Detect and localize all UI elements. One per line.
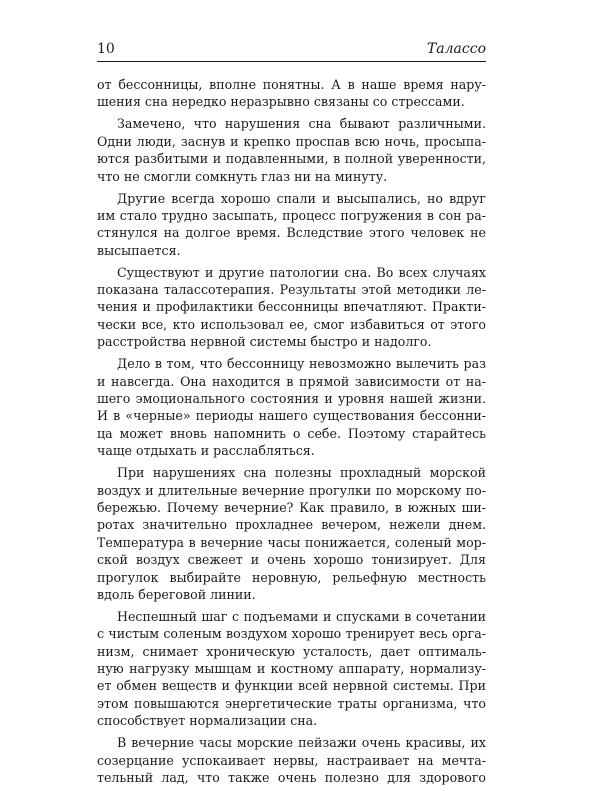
text-line: высыпается. [97,242,181,258]
text-line: стянулся на долгое время. Вследствие этого человек не [97,225,486,241]
text-line: показана талассотерапия. Результаты этой методики ле- [97,282,486,298]
text-line: И в «черные» периоды нашего существования бессонни- [97,408,486,424]
body-text [97,76,486,791]
paragraph [97,734,486,786]
text-line: низм, снимает хроническую усталость, дает оптималь- [97,643,486,659]
text-line: созерцание успокаивает нервы, настраивает на мечта- [97,752,486,768]
paragraph [97,264,486,351]
paragraph [97,464,486,603]
paragraph [97,115,486,185]
text-line: В вечерние часы морские пейзажи очень красивы, их [117,735,486,751]
text-line: им стало трудно засыпать, процесс погружения в сон ра- [97,207,486,223]
text-line: чески все, кто использовал ее, смог избавиться от этого [97,316,486,332]
text-line: При нарушениях сна полезны прохладный морской [117,465,486,481]
page-number: 10 [97,41,115,57]
page-header [97,40,486,58]
text-line: Неспешный шаг с подъемами и спусками в сочетании [117,608,486,624]
text-line: шения сна нередко неразрывно связаны со стрессами. [97,94,465,110]
text-line: чения и профилактики бессонницы впечатляют. Практи- [97,299,486,315]
running-title: Талассо [426,41,486,57]
text-line: тельный лад, что также очень полезно для здорового [97,770,486,785]
text-line: Существуют и другие патологии сна. Во всех случаях [117,264,486,280]
text-line: бережью. Почему вечерние? Как правило, в южных ши- [97,499,486,515]
text-line: Другие всегда хорошо спали и высыпались, но вдруг [117,190,486,206]
text-line: расстройства нервной системы быстро и надолго. [97,334,432,350]
text-line: ской воздух свежеет и очень хорошо тонизирует. Для [97,552,486,568]
text-line: прогулок выбирайте неровную, рельефную местность [97,569,486,585]
text-line: ются разбитыми и подавленными, в полной уверенности, [97,151,486,167]
text-line: ротах значительно прохладнее вечером, нежели днем. [97,517,486,533]
text-line: ца может вновь напомнить о себе. Поэтому старайтесь [97,425,486,441]
text-line: этом повышаются энергетические траты организма, что [97,695,486,711]
text-line: ет обмен веществ и функции всей нервной системы. При [97,678,486,694]
paragraph [97,76,486,111]
paragraph [97,608,486,730]
text-line: и навсегда. Она находится в прямой зависимости от на- [97,373,486,389]
text-line: Температура в вечерние часы понижается, соленый мор- [97,534,486,550]
text-line: вдоль береговой линии. [97,586,256,602]
text-line: с чистым соленым воздухом хорошо тренирует весь орга- [97,626,486,642]
text-line: способствует нормализации сна. [97,713,318,729]
text-line: Дело в том, что бессонницу невозможно вылечить раз [117,356,486,372]
paragraph [97,190,486,260]
text-line: воздух и длительные вечерние прогулки по морскому по- [97,482,486,498]
text-line: Одни люди, заснув и крепко проспав всю ночь, просыпа- [97,133,486,149]
text-line: что не смогли сомкнуть глаз ни на минуту. [97,168,388,184]
text-line: чаще отдыхать и расслабляться. [97,443,315,459]
header-rule [97,61,486,62]
paragraph [97,355,486,459]
text-line: от бессонницы, вполне понятны. А в наше время нару- [97,77,486,92]
text-line: ную нагрузку мышцам и костному аппарату, нормализу- [97,661,486,677]
text-line: Замечено, что нарушения сна бывают различными. [117,116,486,132]
text-line: шего эмоционального состояния и уровня нашей жизни. [97,391,486,407]
